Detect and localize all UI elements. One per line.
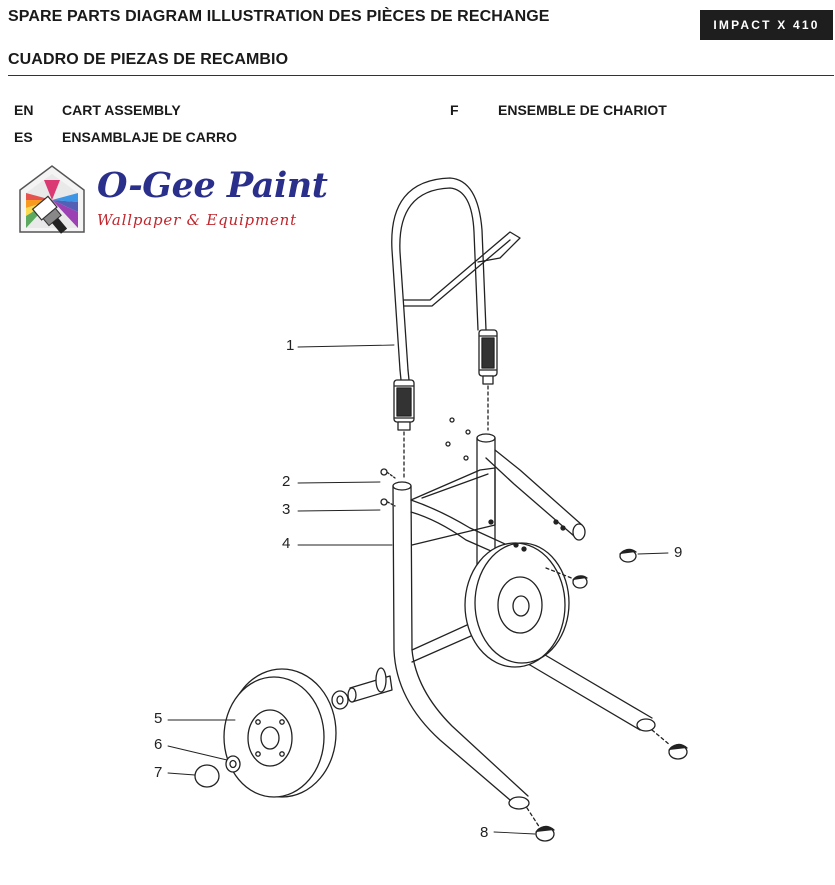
axle-washer (332, 691, 348, 709)
lang-code-en: EN (14, 102, 34, 118)
hub-cap (195, 765, 219, 787)
rear-wheel (465, 543, 569, 667)
axle (348, 668, 392, 702)
wheel-washer (226, 756, 240, 772)
page-title: SPARE PARTS DIAGRAM ILLUSTRATION DES PIÈCES DE RECHANGE (8, 8, 550, 25)
callout-7: 7 (154, 764, 163, 781)
logo-name: O-Gee Paint (97, 165, 328, 206)
section-title-es: ENSAMBLAJE DE CARRO (62, 129, 238, 145)
front-wheel (224, 669, 336, 797)
callout-6: 6 (154, 736, 163, 753)
callout-4: 4 (282, 535, 291, 552)
callout-1: 1 (286, 337, 295, 354)
section-title-en: CART ASSEMBLY (62, 102, 181, 118)
model-badge: IMPACT X 410 (700, 10, 833, 40)
lang-code-es: ES (14, 129, 33, 145)
bolt (381, 469, 387, 475)
lang-code-f: F (450, 102, 459, 118)
callout-8: 8 (480, 824, 489, 841)
callout-2: 2 (282, 473, 291, 490)
callout-5: 5 (154, 710, 163, 727)
nut (381, 499, 387, 505)
left-grip (394, 380, 414, 430)
callout-3: 3 (282, 501, 291, 518)
callout-9: 9 (674, 544, 683, 561)
section-title-f: ENSEMBLE DE CHARIOT (498, 102, 667, 118)
logo-tagline: Wallpaper & Equipment (97, 211, 297, 229)
right-grip (479, 330, 497, 384)
foot-cap (536, 826, 554, 841)
page-subtitle: CUADRO DE PIEZAS DE RECAMBIO (8, 51, 289, 68)
tube-cap-small (573, 576, 587, 588)
tube-cap (620, 549, 636, 562)
foot-cap-right (669, 744, 687, 759)
